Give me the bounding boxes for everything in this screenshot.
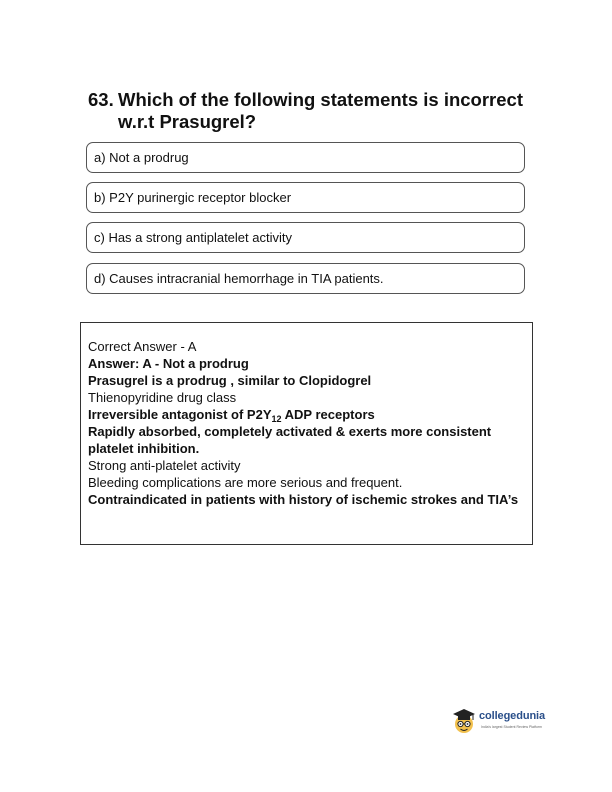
- question-text: Which of the following statements is incorrect w.r.t Prasugrel?: [118, 89, 523, 132]
- option-b[interactable]: b) P2Y purinergic receptor blocker: [86, 182, 525, 213]
- irreversible-prefix: Irreversible antagonist of P2Y: [88, 407, 272, 422]
- absorption-line: Rapidly absorbed, completely activated & exerts more consistent platelet inhibition.: [88, 424, 492, 456]
- activity-line: Strong anti-platelet activity: [88, 458, 241, 473]
- question-heading: [88, 89, 528, 133]
- drug-class-line: Thienopyridine drug class: [88, 390, 237, 405]
- prodrug-line: Prasugrel is a prodrug , similar to Clopidogrel: [88, 373, 372, 388]
- option-a[interactable]: a) Not a prodrug: [86, 142, 525, 173]
- bleeding-line: Bleeding complications are more serious and frequent.: [88, 475, 403, 490]
- correct-answer-label: Correct Answer - A: [88, 339, 197, 354]
- irreversible-suffix: ADP receptors: [281, 407, 375, 422]
- answer-line: Answer: A - Not a prodrug: [88, 356, 249, 371]
- irreversible-subscript: 12: [271, 414, 282, 424]
- contraindication-line: Contraindicated in patients with history of ischemic strokes and TIA’s: [88, 492, 519, 507]
- question-number: 63.: [88, 89, 114, 110]
- collegedunia-logo: [452, 706, 562, 736]
- answer-explanation-box: [80, 322, 533, 545]
- irreversible-line: [88, 406, 524, 423]
- option-d[interactable]: d) Causes intracranial hemorrhage in TIA patients.: [86, 263, 525, 294]
- graduate-mascot-icon: [452, 706, 476, 736]
- option-c[interactable]: c) Has a strong antiplatelet activity: [86, 222, 525, 253]
- logo-tagline: India's largest Student Review Platform: [481, 725, 542, 729]
- logo-name: collegedunia: [479, 710, 546, 722]
